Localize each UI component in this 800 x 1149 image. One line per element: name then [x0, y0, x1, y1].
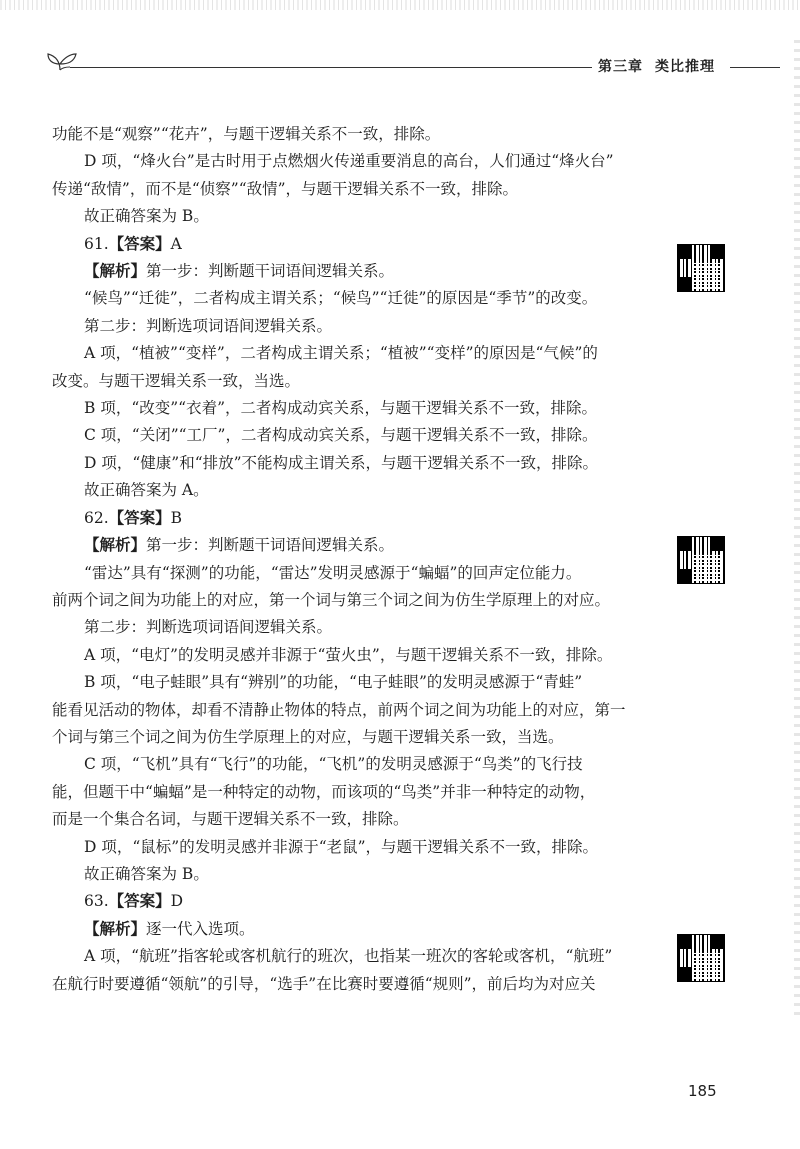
text-line: [52, 751, 649, 778]
line-text: 改变。与题干逻辑关系一致，当选。: [52, 371, 301, 390]
line-text: 而是一个集合名词，与题干逻辑关系不一致，排除。: [52, 810, 409, 829]
line-text: 个词与第三个词之间为仿生学原理上的对应，与题干逻辑关系一致，当选。: [52, 727, 564, 746]
text-line: [52, 422, 649, 449]
line-text: 能，但题干中“蝙蝠”是一种特定的动物，而该项的“鸟类”并非一种特定的动物，: [52, 782, 596, 801]
text-line: [52, 697, 649, 724]
line-text: A 项，“电灯”的发明灵感并非源于“萤火虫”，与题干逻辑关系不一致，排除。: [84, 645, 613, 664]
text-line: [52, 203, 649, 230]
line-text: “雷达”具有“探测”的功能，“雷达”发明灵感源于“蝙蝠”的回声定位能力。: [84, 563, 582, 582]
line-text: A 项，“植被”“变样”，二者构成主谓关系；“植被”“变样”的原因是“气候”的: [84, 344, 598, 363]
line-text: 在航行时要遵循“领航”的引导，“选手”在比赛时要遵循“规则”，前后均为对应关: [52, 974, 596, 993]
qr-code: [678, 245, 724, 291]
text-line: [52, 669, 649, 696]
analysis-label: 【解析】: [84, 262, 147, 281]
line-text: 第二步：判断选项词语间逻辑关系。: [84, 316, 333, 335]
line-text: 能看见活动的物体，却看不清静止物体的特点，前两个词之间为功能上的对应，第一: [52, 700, 626, 719]
text-line: [52, 971, 649, 998]
text-line: [52, 340, 649, 367]
line-text: 第二步：判断选项词语间逻辑关系。: [84, 618, 333, 637]
line-text: 前两个词之间为功能上的对应，第一个词与第三个词之间为仿生学原理上的对应。: [52, 590, 611, 609]
text-line: [52, 916, 649, 943]
line-text: A 项，“航班”指客轮或客机航行的班次，也指某一班次的客轮或客机，“航班”: [84, 947, 613, 966]
line-text: D 项，“烽火台”是古时用于点燃烟火传递重要消息的高台，人们通过“烽火台”: [84, 152, 614, 171]
answer-label: 【答案】: [108, 234, 171, 253]
section-label: 类比推理: [655, 59, 715, 75]
chapter-label: 第三章: [598, 59, 643, 75]
line-text: “候鸟”“迁徙”，二者构成主谓关系；“候鸟”“迁徙”的原因是“季节”的改变。: [84, 289, 598, 308]
header-rule-left: [70, 67, 592, 68]
text-line: [52, 806, 649, 833]
text-line: [52, 888, 649, 915]
question-number: 61.: [84, 234, 109, 253]
line-text: 故正确答案为 A。: [84, 481, 209, 500]
text-line: [52, 121, 649, 148]
question-number: 62.: [84, 508, 109, 527]
line-text: D 项，“健康”和“排放”不能构成主谓关系，与题干逻辑关系不一致，排除。: [84, 453, 599, 472]
analysis-label: 【解析】: [84, 536, 147, 555]
text-line: [52, 943, 649, 970]
text-line: [52, 450, 649, 477]
text-line: [52, 395, 649, 422]
line-text: A: [170, 234, 182, 253]
text-line: [52, 861, 649, 888]
line-text: C 项，“关闭”“工厂”，二者构成动宾关系，与题干逻辑关系不一致，排除。: [84, 426, 598, 445]
line-text: B 项，“改变”“衣着”，二者构成动宾关系，与题干逻辑关系不一致，排除。: [84, 399, 598, 418]
text-line: [52, 477, 649, 504]
page-number: 185: [688, 1082, 717, 1100]
body-text: [52, 121, 649, 998]
line-text: 故正确答案为 B。: [84, 207, 209, 226]
line-text: B 项，“电子蛙眼”具有“辨别”的功能，“电子蛙眼”的发明灵感源于“青蛙”: [84, 673, 583, 692]
text-line: [52, 176, 649, 203]
text-line: [52, 368, 649, 395]
text-line: [52, 587, 649, 614]
line-text: 功能不是“观察”“花卉”，与题干逻辑关系不一致，排除。: [52, 125, 441, 143]
text-line: [52, 285, 649, 312]
line-text: D: [170, 892, 184, 911]
line-text: 第一步：判断题干词语间逻辑关系。: [146, 262, 395, 281]
analysis-label: 【解析】: [84, 919, 147, 938]
text-line: [52, 724, 649, 751]
line-text: 第一步：判断题干词语间逻辑关系。: [146, 536, 395, 555]
text-line: [52, 642, 649, 669]
text-line: [52, 779, 649, 806]
header-rule-right: [730, 67, 780, 68]
text-line: [52, 834, 649, 861]
running-header: [598, 56, 728, 76]
text-line: [52, 231, 649, 258]
line-text: B: [170, 508, 183, 527]
text-line: [52, 560, 649, 587]
line-text: 传递“敌情”，而不是“侦察”“敌情”，与题干逻辑关系不一致，排除。: [52, 179, 519, 198]
question-number: 63.: [84, 892, 109, 911]
scan-edge-right: [794, 40, 800, 1020]
line-text: 逐一代入选项。: [146, 919, 255, 938]
scan-edge-top: [0, 0, 800, 10]
text-line: [52, 258, 649, 285]
qr-code: [678, 935, 724, 981]
text-line: [52, 505, 649, 532]
text-line: [52, 148, 649, 175]
text-line: [52, 313, 649, 340]
qr-code: [678, 537, 724, 583]
line-text: C 项，“飞机”具有“飞行”的功能，“飞机”的发明灵感源于“鸟类”的飞行技: [84, 755, 583, 774]
answer-label: 【答案】: [108, 508, 171, 527]
answer-label: 【答案】: [108, 892, 171, 911]
text-line: [52, 614, 649, 641]
line-text: 故正确答案为 B。: [84, 864, 209, 883]
line-text: D 项，“鼠标”的发明灵感并非源于“老鼠”，与题干逻辑关系不一致，排除。: [84, 837, 599, 856]
text-line: [52, 532, 649, 559]
